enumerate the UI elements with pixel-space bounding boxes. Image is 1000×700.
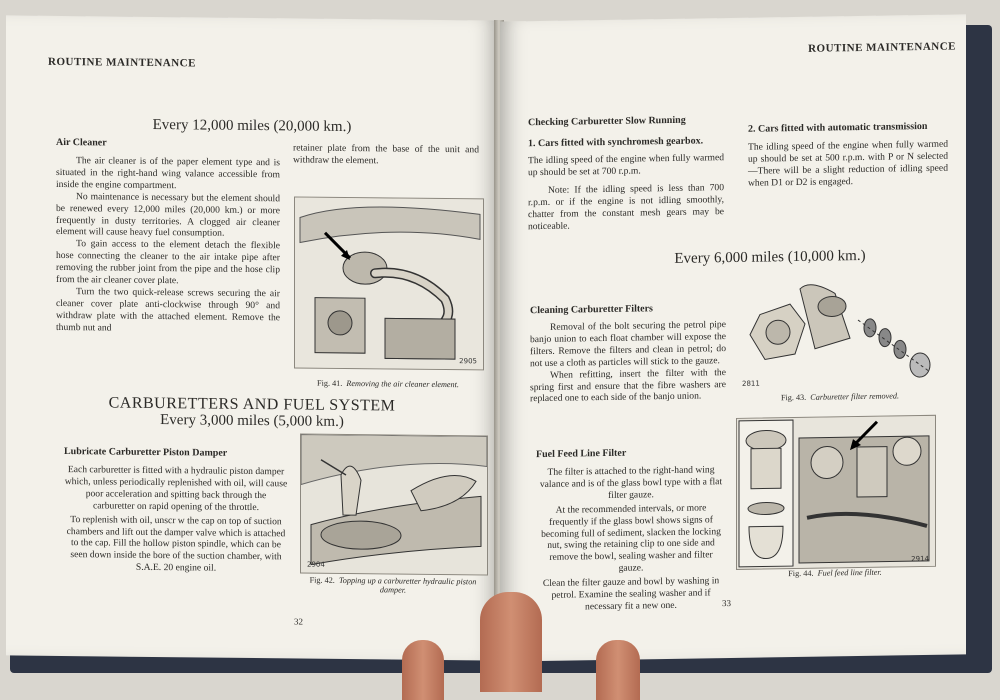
damper-heading: Lubricate Carburetter Piston Damper (64, 446, 228, 459)
figure-44-code: 2914 (911, 554, 929, 564)
right-section-title: Every 6,000 miles (10,000 km.) (674, 247, 866, 267)
fuel-filter-drawing (737, 416, 935, 569)
left-page (6, 15, 498, 660)
carburetter-filter-drawing (740, 277, 940, 390)
figure-41-number: Fig. 41. (317, 378, 343, 388)
finger-right (596, 640, 640, 700)
carburetters-title: CARBURETTERS AND FUEL SYSTEM (108, 394, 396, 415)
filters-p2: When refitting, insert the filter with the spring first and ensure that the fibre washers are replaced one to each side of the banjo union. (530, 366, 726, 405)
air-cleaner-heading: Air Cleaner (56, 136, 107, 149)
synchromesh-note: Note: If the idling speed is less than 700 r.p.m. or if the engine is not idling smoothly, chatter from the constant mesh gears may be noticeable. (528, 181, 724, 232)
air-cleaner-p2: No maintenance is necessary but the element should be renewed every 12,000 miles (20,000 km.) or more frequently in dusty territories. A clogged air cleaner element will cause heavy fuel consumption. (56, 190, 280, 240)
figure-44-text: Fuel feed line filter. (817, 567, 882, 578)
filters-text (530, 319, 726, 405)
figure-42-caption (300, 576, 486, 596)
air-cleaner-text (56, 155, 280, 336)
air-cleaner-drawing (295, 197, 483, 369)
finger-left (402, 640, 444, 700)
figure-41-text: Removing the air cleaner element. (346, 378, 459, 390)
fuel-feed-p2: At the recommended intervals, or more frequently if the glass bowl shows signs of becoming full of sediment, slacken the locking nut, swing the retaining clip to one side and remove the bowl, sealing washer and filter gauze. (541, 502, 721, 575)
filters-heading: Cleaning Carburetter Filters (530, 303, 653, 317)
figure-41-caption (294, 378, 482, 389)
figure-44-number: Fig. 44. (788, 568, 814, 579)
damper-text (64, 464, 288, 576)
slow-running-heading: Checking Carburetter Slow Running (528, 114, 686, 129)
right-page-number: 33 (722, 598, 731, 609)
figure-42-illustration (300, 434, 488, 576)
carburetters-subtitle: Every 3,000 miles (5,000 km.) (160, 412, 344, 430)
air-cleaner-p3: To gain access to the element detach the flexible hose connecting the cleaner to the air intake pipe after removing the rubber joint from the pipe and the hose clip from the air cleaner cover plate. (56, 238, 280, 287)
figure-43-number: Fig. 43. (780, 392, 807, 403)
figure-41-code: 2905 (459, 357, 477, 366)
piston-damper-drawing (301, 435, 487, 575)
left-page-header: ROUTINE MAINTENANCE (48, 55, 196, 70)
automatic-p1: The idling speed of the engine when fully warmed up should be set at 500 r.p.m. with P or N selected—There will be a slight reduction of idling speed when D1 or D2 is engaged. (748, 138, 948, 189)
figure-43-code: 2811 (742, 379, 760, 388)
figure-43-illustration (740, 277, 940, 390)
damper-p2: To replenish with oil, unscr w the cap on top of suction chambers and lift out the damper valve which is attached to the cap. Fill the hollow piston spindle, which can be seen down inside the bore of the suction chamber, with S.A.E. 20 engine oil. (66, 513, 286, 574)
filters-p1: Removal of the bolt securing the petrol pipe banjo union to each float chamber will expose the filters. Remove the filters and clean in petrol; do not use a cloth as particles will stick to the gauze. (530, 319, 726, 369)
right-page-header: ROUTINE MAINTENANCE (808, 40, 956, 55)
left-section-title: Every 12,000 miles (20,000 km.) (152, 116, 352, 136)
figure-42-code: 2904 (307, 560, 325, 569)
fuel-feed-text (536, 464, 726, 614)
figure-41-illustration (294, 196, 484, 370)
figure-44-caption (736, 567, 934, 579)
air-cleaner-text-cont (293, 142, 479, 168)
synchromesh-text (528, 152, 724, 233)
figure-44-illustration (736, 415, 936, 570)
automatic-heading: 2. Cars fitted with automatic transmission (748, 120, 928, 135)
synchromesh-heading: 1. Cars fitted with synchromesh gearbox. (528, 135, 704, 150)
damper-p1: Each carburetter is fitted with a hydraulic piston damper which, unless periodically replenished with oil, will cause poor acceleration and spitting back through the carburetter on rapid opening of the throttle. (64, 464, 288, 513)
fuel-feed-p1: The filter is attached to the right-hand wing valance and is of the glass bowl type with a flat filter gauze. (539, 464, 723, 501)
air-cleaner-p5: retainer plate from the base of the unit and withdraw the element. (293, 142, 479, 167)
fuel-feed-heading: Fuel Feed Line Filter (536, 447, 627, 461)
air-cleaner-p1: The air cleaner is of the paper element type and is situated in the right-hand wing valance accessible from inside the engine compartment. (56, 155, 280, 192)
figure-42-text: Topping up a carburetter hydraulic piston damper. (338, 575, 477, 595)
air-cleaner-p4: Turn the two quick-release screws securing the air cleaner cover plate anti-clockwise through 90° and withdraw plate with the attached element. Remove the thumb nut and (56, 286, 280, 334)
synchromesh-p1: The idling speed of the engine when fully warmed up should be set at 700 r.p.m. (528, 152, 724, 179)
right-page (500, 14, 966, 661)
figure-43-text: Carburetter filter removed. (810, 391, 900, 402)
figure-43-caption (740, 391, 940, 403)
left-page-number: 32 (294, 616, 303, 627)
fuel-feed-p3: Clean the filter gauze and bowl by washing in petrol. Examine the sealing washer and if necessary fit a new one. (542, 575, 720, 613)
figure-42-number: Fig. 42. (309, 575, 335, 585)
finger-middle (480, 592, 542, 692)
automatic-text (748, 139, 948, 190)
